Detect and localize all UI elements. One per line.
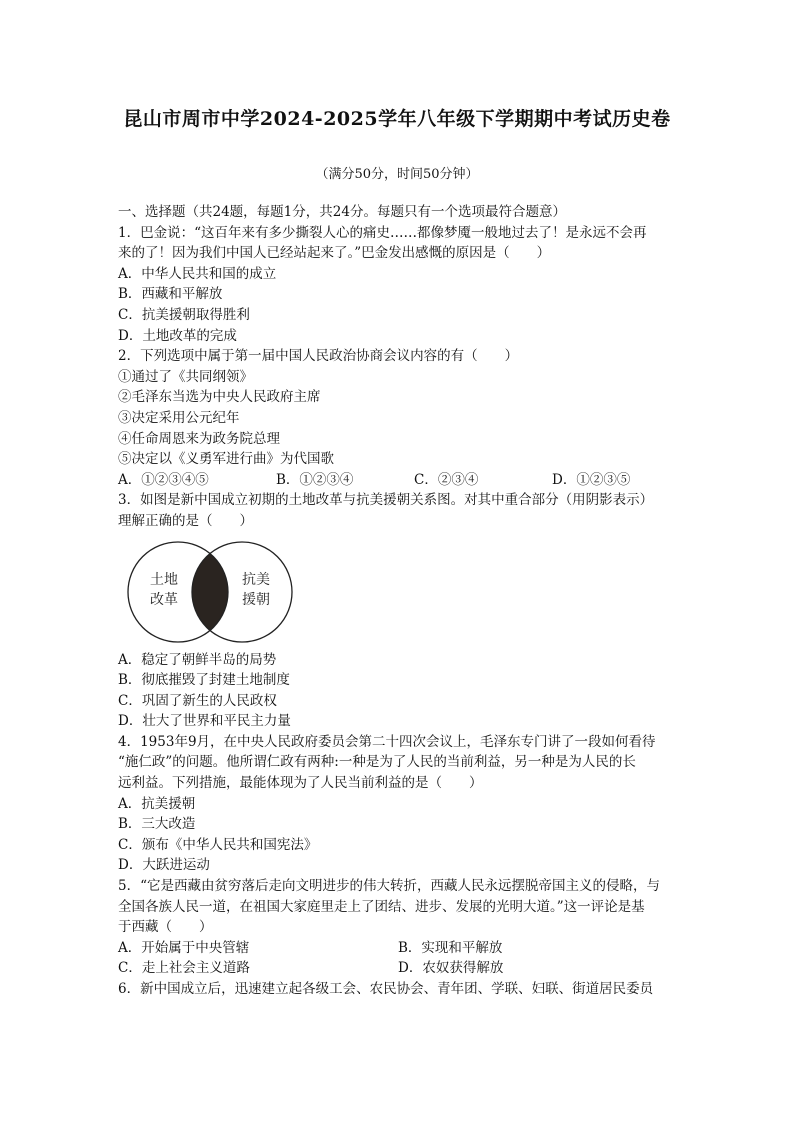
statement-item: ②毛泽东当选为中央人民政府主席 <box>118 389 321 406</box>
option-a: A．稳定了朝鲜半岛的局势 <box>118 651 277 668</box>
question-stem: 理解正确的是（ ） <box>118 512 253 529</box>
option-c: C．巩固了新生的人民政权 <box>118 692 277 709</box>
question-1 <box>118 223 678 347</box>
option-row <box>118 470 678 491</box>
option-b: B．西藏和平解放 <box>118 286 223 303</box>
question-stem: 远利益。下列措施，最能体现为了人民当前利益的是（ ） <box>118 775 483 792</box>
option-a: A．①②③④⑤ <box>118 471 209 488</box>
option-d: D．壮大了世界和平民主力量 <box>118 713 291 730</box>
statement-item: ③决定采用公元纪年 <box>118 409 240 426</box>
question-stem: 全国各族人民一道，在祖国大家庭里走上了团结、进步、发展的光明大道。”这一评论是基 <box>118 898 645 915</box>
option-row <box>118 958 678 979</box>
option-c: C．走上社会主义道路 <box>118 960 250 977</box>
option-a: A．开始属于中央管辖 <box>118 939 250 956</box>
question-stem: 6．新中国成立后，迅速建立起各级工会、农民协会、青年团、学联、妇联、街道居民委员 <box>118 981 654 997</box>
option-a: A．中华人民共和国的成立 <box>118 265 277 282</box>
question-stem: 4．1953年9月，在中央人民政府委员会第二十四次会议上，毛泽东专门讲了一段如何看待 <box>118 733 656 750</box>
statement-item: ④任命周恩来为政务院总理 <box>118 430 280 447</box>
question-stem: 来的了！因为我们中国人已经站起来了。”巴金发出感慨的原因是（ ） <box>118 245 551 262</box>
venn-right-label: 抗美 <box>242 571 270 588</box>
question-6 <box>118 979 678 1000</box>
exam-body <box>118 202 678 1000</box>
exam-title: 昆山市周市中学2024-2025学年八年级下学期期中考试历史卷 <box>123 108 671 130</box>
question-stem: 2．下列选项中属于第一届中国人民政治协商会议内容的有（ ） <box>118 348 519 365</box>
question-stem: 1．巴金说：“这百年来有多少撕裂人心的痛史……都像梦魇一般地过去了！是永远不会再 <box>118 224 647 241</box>
venn-diagram <box>120 536 300 646</box>
option-d: D．农奴获得解放 <box>398 960 504 977</box>
question-stem: 5．“它是西藏由贫穷落后走向文明进步的伟大转折，西藏人民永远摆脱帝国主义的侵略，与 <box>118 878 660 895</box>
option-d: D．土地改革的完成 <box>118 327 237 344</box>
statement-item: ⑤决定以《义勇军进行曲》为代国歌 <box>118 451 334 468</box>
option-a: A．抗美援朝 <box>118 795 196 812</box>
option-b: B．彻底摧毁了封建土地制度 <box>118 672 290 689</box>
option-d: D．①②③⑤ <box>552 471 631 488</box>
venn-left-label: 改革 <box>150 591 178 608</box>
option-b: B．三大改造 <box>118 816 196 833</box>
option-d: D．大跃进运动 <box>118 857 210 874</box>
venn-left-label: 土地 <box>150 571 178 588</box>
venn-right-label: 援朝 <box>242 591 270 608</box>
section-heading: 一、选择题（共24题，每题1分，共24分。每题只有一个选项最符合题意） <box>118 204 566 220</box>
option-b: B．实现和平解放 <box>398 939 503 956</box>
option-c: C．抗美援朝取得胜利 <box>118 306 250 323</box>
option-c: C．颁布《中华人民共和国宪法》 <box>118 836 318 853</box>
question-stem: 3．如图是新中国成立初期的土地改革与抗美援朝关系图。对其中重合部分（用阴影表示） <box>118 492 654 509</box>
option-c: C．②③④ <box>414 471 479 488</box>
option-b: B．①②③④ <box>276 471 354 488</box>
question-4 <box>118 732 678 876</box>
statement-item: ①通过了《共同纲领》 <box>118 368 253 385</box>
exam-subtitle: （满分50分，时间50分钟） <box>315 167 479 182</box>
question-2 <box>118 346 678 490</box>
question-stem: 于西藏（ ） <box>118 919 213 936</box>
option-row <box>118 938 678 959</box>
question-5 <box>118 876 678 979</box>
question-stem: “施仁政”的问题。他所谓仁政有两种:一种是为了人民的当前利益，另一种是为人民的长 <box>118 754 636 771</box>
question-3 <box>118 490 678 732</box>
